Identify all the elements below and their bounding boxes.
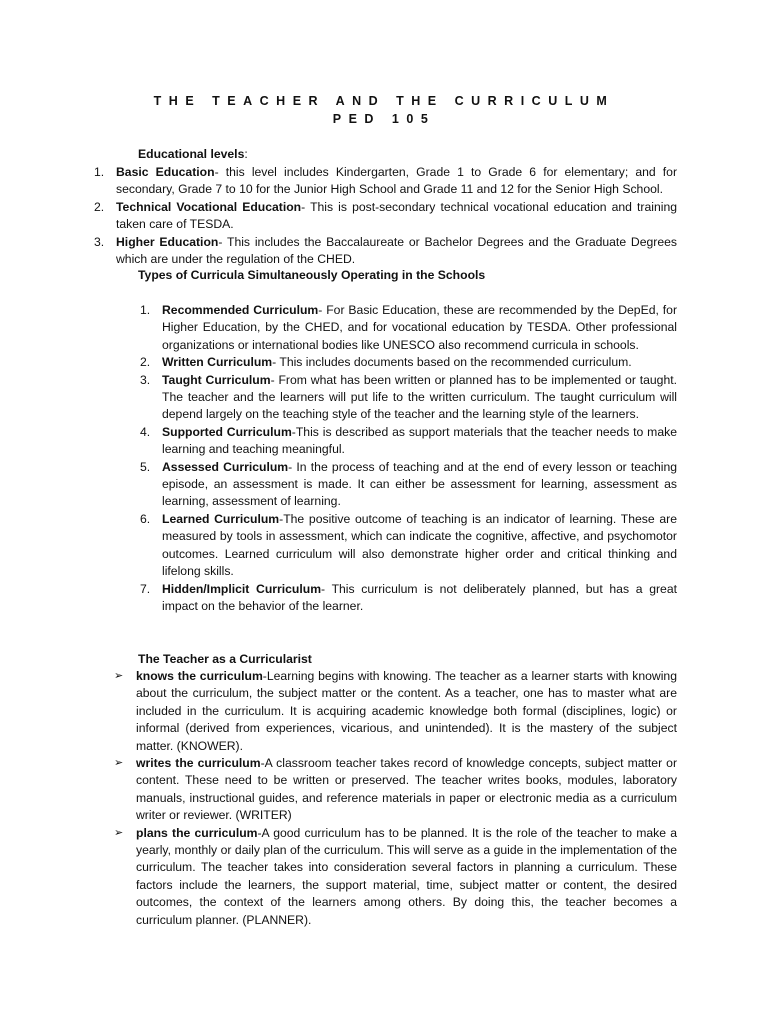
heading-suffix: : <box>244 147 248 161</box>
term: Assessed Curriculum <box>162 459 289 474</box>
list-number: 1. <box>94 165 105 179</box>
description: -The positive outcome of teaching is an indicator of learning. These are measured by tools in assessment, which can indicate the cognitive, affective, and psychomotor outcomes. Learned curriculum will also demonstrate higher order and critical thinking and lifelong skills. <box>162 511 677 579</box>
section-heading-teacher-as-curricularist <box>112 651 312 668</box>
description: - This curriculum is not deliberately planned, but has a great impact on the behavior of the learner. <box>162 581 677 613</box>
term: Taught Curriculum <box>162 372 271 387</box>
description: - this level includes Kindergarten, Grade 1 to Grade 6 for elementary; and for secondary, Grade 7 to 10 for the Junior High School and Grade 11 and 12 for the Senior High School. <box>116 165 677 197</box>
heading-text: Educational levels <box>138 147 245 161</box>
term: Higher Education <box>116 234 219 249</box>
description: - This includes documents based on the recommended curriculum. <box>272 355 632 370</box>
term: Recommended Curriculum <box>162 303 319 317</box>
term: knows the curriculum <box>136 669 263 683</box>
list-item <box>114 755 678 825</box>
term: writes the curriculum <box>136 756 261 771</box>
list-number: 7. <box>140 581 151 596</box>
list-item <box>94 234 677 269</box>
description: -A good curriculum has to be planned. It is the role of the teacher to make a yearly, monthly or daily plan of the curriculum. This will serve as a guide in the implementation of the curriculum. The teacher takes into consideration several factors in planning a curriculum. These factors include the learners, the support material, time, subject matter or content, the desired outcomes, the context of the learners among others. By doing this, the teacher becomes a curriculum planner. (PLANNER). <box>136 825 677 927</box>
list-number: 3. <box>140 372 151 387</box>
list-item <box>140 302 677 354</box>
list-item <box>94 199 677 234</box>
document-title: THE TEACHER AND THE CURRICULUM <box>153 94 615 108</box>
term: Technical Vocational Education <box>116 199 302 214</box>
term: Hidden/Implicit Curriculum <box>162 581 322 596</box>
section-heading-educational-levels <box>112 146 248 163</box>
list-number: 6. <box>140 511 151 526</box>
description: -This is described as support materials that the teacher needs to make learning and teaching meaningful. <box>162 424 677 457</box>
term: Supported Curriculum <box>162 424 292 439</box>
description: - In the process of teaching and at the end of every lesson or teaching episode, an assessment is made. It can either be assessment for learning, assessment as learning, assessment of learning. <box>162 459 678 509</box>
term: plans the curriculum <box>136 825 258 840</box>
list-number: 3. <box>94 234 105 249</box>
list-item <box>140 354 677 371</box>
description: - For Basic Education, these are recommended by the DepEd, for Higher Education, by the CHED, and for vocational education by TESDA. Other professional organizations or international bodies like UNESCO also recommend curricula in schools. <box>162 303 677 352</box>
list-item <box>94 164 677 199</box>
term: Written Curriculum <box>162 355 273 370</box>
heading-text: Types of Curricula Simultaneously Operating in the Schools <box>138 268 486 282</box>
educational-levels-list <box>94 164 677 268</box>
term: Basic Education <box>116 165 215 179</box>
list-number: 4. <box>140 424 151 439</box>
description: - This includes the Baccalaureate or Bachelor Degrees and the Graduate Degrees which are under the regulation of the CHED. <box>116 234 677 267</box>
heading-text: The Teacher as a Curricularist <box>138 652 312 666</box>
description: -A classroom teacher takes record of knowledge concepts, subject matter or content. These need to be written or preserved. The teacher writes books, modules, laboratory manuals, instructional guides, and reference materials in paper or electronic media as a curriculum writer or reviewer. (WRITER) <box>136 756 678 823</box>
list-item <box>114 668 677 755</box>
list-number: 2. <box>140 355 151 370</box>
description: -Learning begins with knowing. The teacher as a learner starts with knowing about the curriculum, the subject matter or the content. As a teacher, one has to master what are included in the curriculum. It is acquiring academic knowledge both formal (disciplines, logic) or informal (derived from experiences, vicarious, and unintended). It is the mastery of the subject matter. (KNOWER). <box>136 669 677 753</box>
list-item <box>140 424 677 459</box>
course-code: PED 105 <box>332 112 436 126</box>
list-item <box>140 459 678 511</box>
list-item <box>114 825 677 929</box>
list-item <box>140 581 677 616</box>
description: - This is post-secondary technical vocational education and training taken care of TESDA. <box>116 199 677 232</box>
arrow-bullet-icon: ➢ <box>114 826 124 839</box>
curricularist-roles-list <box>114 668 678 929</box>
list-number: 1. <box>140 303 151 317</box>
description: - From what has been written or planned has to be implemented or taught. The teacher and the learners will put life to the written curriculum. The taught curriculum will depend largely on the teaching style of the teacher and the learning style of the learners. <box>162 372 677 422</box>
term: Learned Curriculum <box>162 511 280 526</box>
arrow-bullet-icon: ➢ <box>114 757 124 770</box>
section-heading-types-of-curricula <box>112 267 485 284</box>
list-item <box>140 372 677 424</box>
arrow-bullet-icon: ➢ <box>114 670 124 682</box>
curricula-types-list <box>140 302 678 615</box>
list-item <box>140 511 677 581</box>
list-number: 5. <box>140 459 151 474</box>
list-number: 2. <box>94 199 105 214</box>
